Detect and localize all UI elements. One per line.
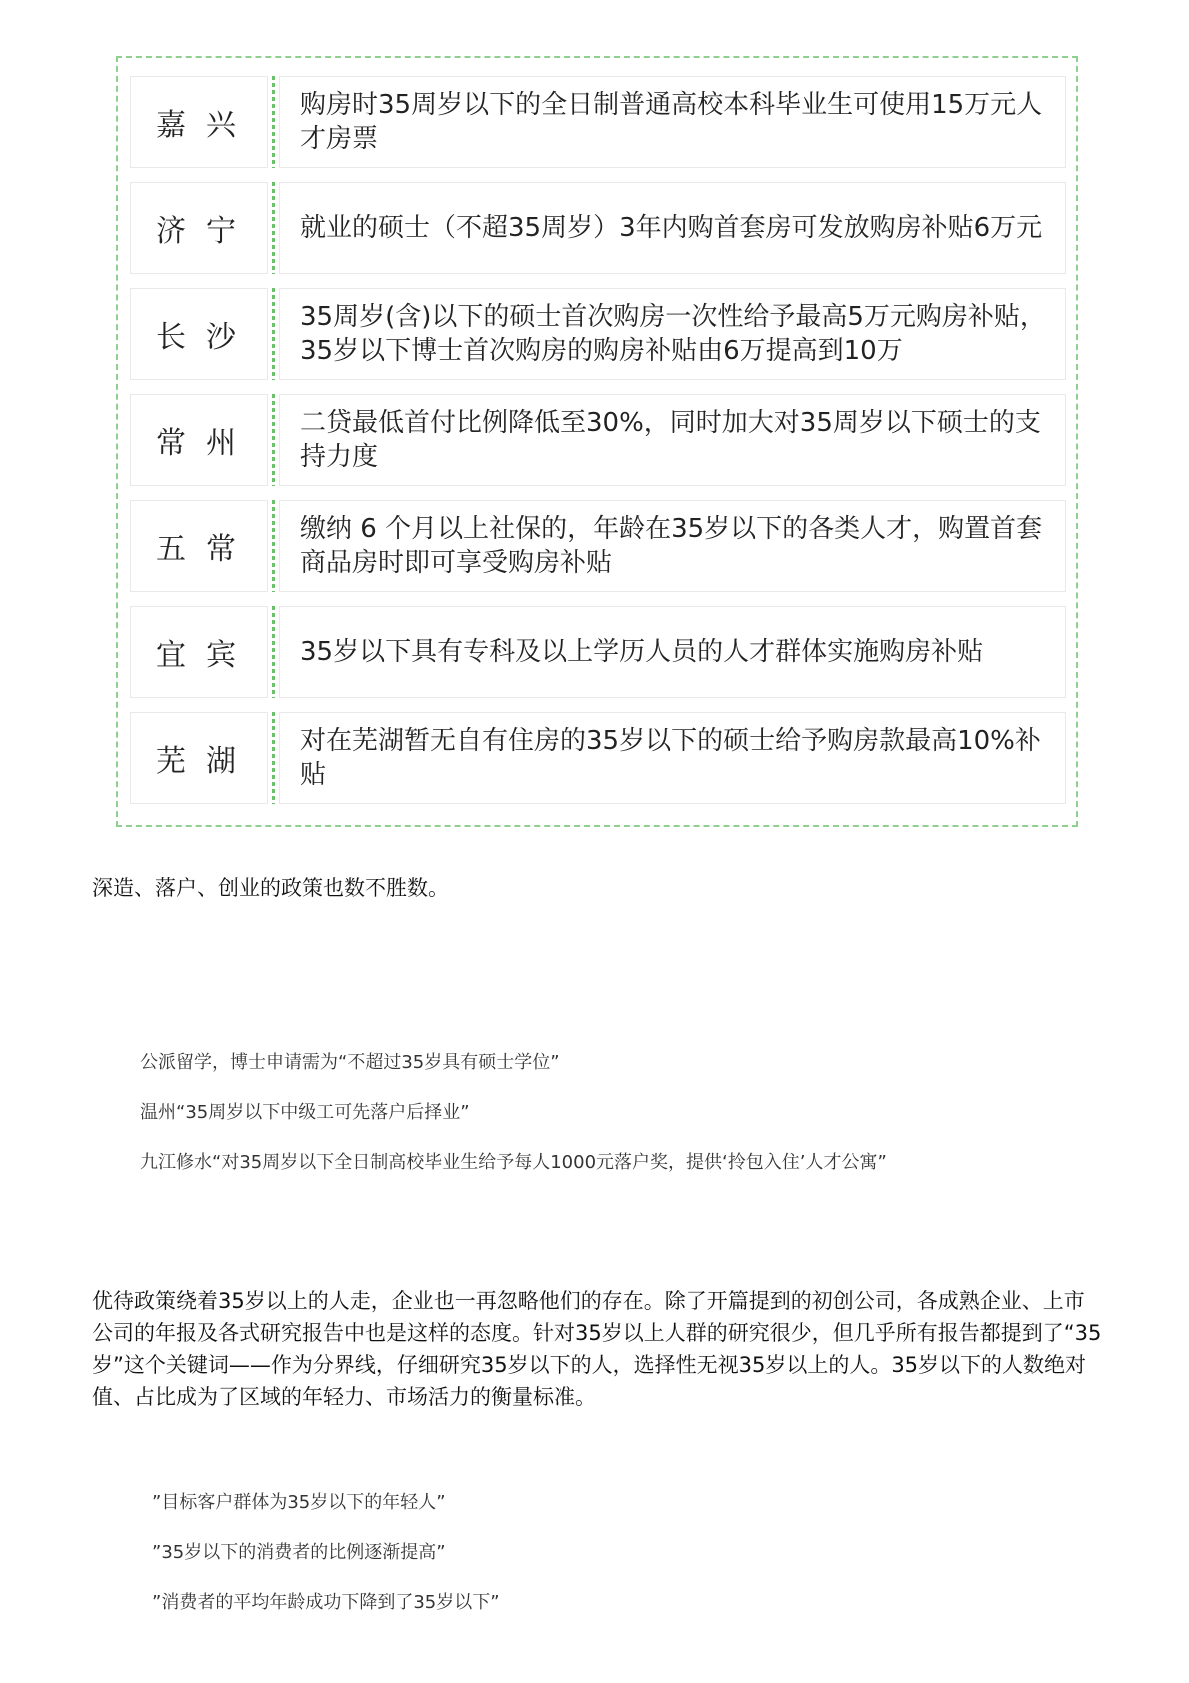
quote-item: ”消费者的平均年龄成功下降到了35岁以下”	[152, 1592, 500, 1613]
policy-description: 二贷最低首付比例降低至30%，同时加大对35周岁以下硕士的支持力度	[279, 394, 1066, 486]
policy-description: 对在芜湖暂无自有住房的35岁以下的硕士给予购房款最高10%补贴	[279, 712, 1066, 804]
city-name: 常州	[130, 394, 268, 486]
policy-description: 缴纳 6 个月以上社保的，年龄在35岁以下的各类人才，购置首套商品房时即可享受购房补贴	[279, 500, 1066, 592]
row-divider	[272, 712, 275, 804]
quote-item: 公派留学，博士申请需为“不超过35岁具有硕士学位”	[140, 1052, 560, 1073]
policy-description: 购房时35周岁以下的全日制普通高校本科毕业生可使用15万元人才房票	[279, 76, 1066, 168]
row-divider	[272, 606, 275, 698]
table-row	[130, 712, 1066, 804]
table-row	[130, 288, 1066, 380]
quote-item: 九江修水“对35周岁以下全日制高校毕业生给予每人1000元落户奖，提供‘拎包入住’人才公寓”	[140, 1152, 887, 1173]
table-row	[130, 76, 1066, 168]
policy-table	[116, 56, 1078, 827]
row-divider	[272, 182, 275, 274]
city-name: 济宁	[130, 182, 268, 274]
city-name: 五常	[130, 500, 268, 592]
table-row	[130, 394, 1066, 486]
policy-description: 35岁以下具有专科及以上学历人员的人才群体实施购房补贴	[279, 606, 1066, 698]
policy-description: 35周岁(含)以下的硕士首次购房一次性给予最高5万元购房补贴，35岁以下博士首次购房的购房补贴由6万提高到10万	[279, 288, 1066, 380]
city-name: 嘉兴	[130, 76, 268, 168]
row-divider	[272, 394, 275, 486]
paragraph-companies: 优待政策绕着35岁以上的人走，企业也一再忽略他们的存在。除了开篇提到的初创公司，各成熟企业、上市公司的年报及各式研究报告中也是这样的态度。针对35岁以上人群的研究很少，但几乎所有报告都提到了“35岁”这个关键词——作为分界线，仔细研究35岁以下的人，选择性无视35岁以上的人。35岁以下的人数绝对值、占比成为了区域的年轻力、市场活力的衡量标准。	[92, 1289, 1102, 1409]
table-row	[130, 182, 1066, 274]
row-divider	[272, 500, 275, 592]
quote-item: ”目标客户群体为35岁以下的年轻人”	[152, 1492, 446, 1513]
city-name: 芜湖	[130, 712, 268, 804]
row-divider	[272, 288, 275, 380]
table-row	[130, 606, 1066, 698]
city-name: 宜宾	[130, 606, 268, 698]
paragraph-policies: 深造、落户、创业的政策也数不胜数。	[92, 876, 449, 900]
table-row	[130, 500, 1066, 592]
quote-item: ”35岁以下的消费者的比例逐渐提高”	[152, 1542, 446, 1563]
row-divider	[272, 76, 275, 168]
quote-item: 温州“35周岁以下中级工可先落户后择业”	[140, 1102, 470, 1123]
policy-description: 就业的硕士（不超35周岁）3年内购首套房可发放购房补贴6万元	[279, 182, 1066, 274]
city-name: 长沙	[130, 288, 268, 380]
